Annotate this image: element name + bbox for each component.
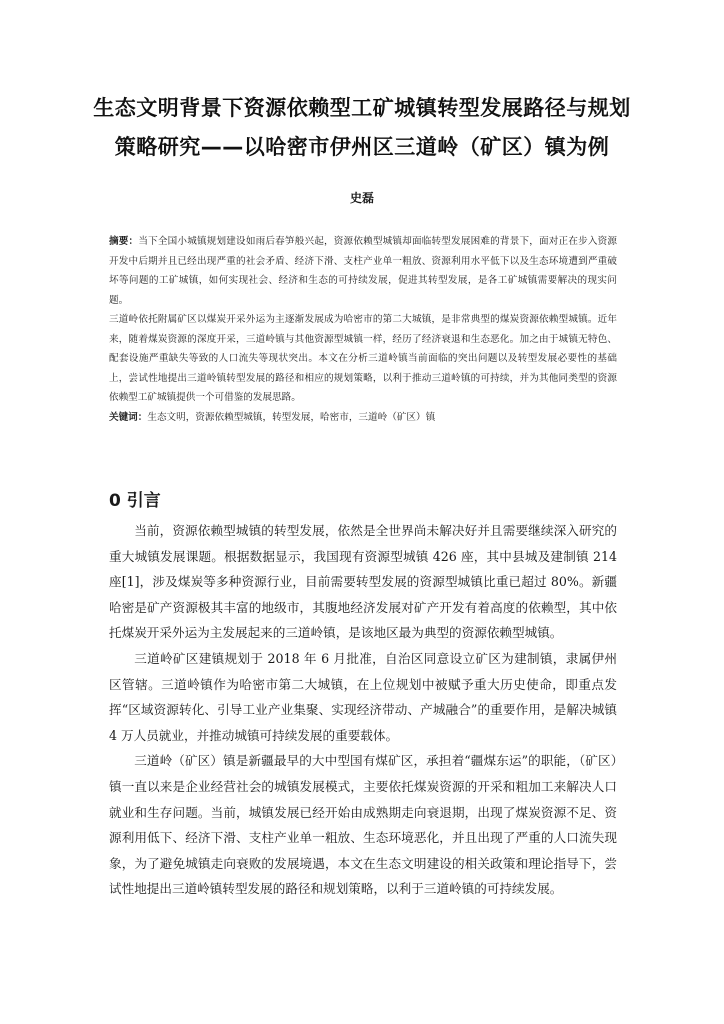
body-paragraph-2: 三道岭矿区建镇规划于 2018 年 6 月批准，自治区同意设立矿区为建制镇，隶属伊州区管辖。三道岭镇作为哈密市第二大城镇，在上位规划中被赋予重大历史使命，即重点发挥“区域资源转化、引导工业产业集聚、实现经济带动、产城融合”的重要作用，是解决城镇 4 万人员就业，并推动城镇可持续发展的重要载体。 [109, 650, 617, 743]
abstract-paragraph-2: 三道岭依托附属矿区以煤炭开采外运为主逐渐发展成为哈密市的第二大城镇，是非常典型的煤炭资源依赖型城镇。近年来，随着煤炭资源的深度开采，三道岭镇与其他资源型城镇一样，经历了经济衰退和生态恶化。加之由于城镇无特色、配套设施严重缺失等致的人口流失等现状突出。本文在分析三道岭镇当前面临的突出问题以及转型发展必要性的基础上，尝试性地提出三道岭镇转型发展的路径和相应的规划策略，以利于推动三道岭镇的可持续，并为其他同类型的资源依赖型工矿城镇提供一个可借鉴的发展思路。 [109, 314, 617, 403]
body-paragraph-1: 当前，资源依赖型城镇的转型发展，依然是全世界尚未解决好并且需要继续深入研究的重大城镇发展课题。根据数据显示，我国现有资源型城镇 426 座，其中县城及建制镇 214 座[1]，涉及煤炭等多种资源行业，目前需要转型发展的资源型城镇比重已超过 80%。新疆哈密是矿产资源极其丰富的地级市，其腹地经济发展对矿产开发有着高度的依赖型，其中依托煤炭开采外运为主发展起来的三道岭镇，是该地区最为典型的资源依赖型城镇。 [109, 523, 617, 641]
section-heading-introduction: 0 引言 [109, 491, 161, 511]
abstract-label: 摘要： [109, 236, 139, 247]
body-text [109, 518, 617, 902]
keywords-line [109, 408, 617, 428]
paper-title-line-1: 生态文明背景下资源依赖型工矿城镇转型发展路径与规划 [93, 96, 631, 120]
keywords-label: 关键词： [109, 411, 148, 423]
abstract-paragraph-1 [109, 232, 617, 310]
paper-title-line-2: 策略研究——以哈密市伊州区三道岭（矿区）镇为例 [114, 135, 610, 159]
abstract-text-1: 当下全国小城镇规划建设如雨后春笋般兴起，资源依赖型城镇却面临转型发展困难的背景下，面对正在步入资源开发中后期并且已经出现严重的社会矛盾、经济下滑、支柱产业单一粗放、资源利用水平低下以及生态环境遭到严重破坏等问题的工矿城镇，如何实现社会、经济和生态的可持续发展，促进其转型发展，是各工矿城镇需要解决的现实问题。 [109, 236, 618, 306]
author-name: 史磊 [349, 191, 374, 205]
abstract-block [109, 232, 617, 427]
keywords-text: 生态文明，资源依赖型城镇，转型发展，哈密市，三道岭（矿区）镇 [147, 411, 436, 423]
body-paragraph-3: 三道岭（矿区）镇是新疆最早的大中型国有煤矿区，承担着“疆煤东运”的职能，（矿区）镇一直以来是企业经营社会的城镇发展模式，主要依托煤炭资源的开采和粗加工来解决人口就业和生存问题。当前，城镇发展已经开始由成熟期走向衰退期，出现了煤炭资源不足、资源利用低下、经济下滑、支柱产业单一粗放、生态环境恶化，并且出现了严重的人口流失现象，为了避免城镇走向衰败的发展境遇，本文在生态文明建设的相关政策和理论指导下，尝试性地提出三道岭镇转型发展的路径和规划策略，以利于三道岭镇的可持续发展。 [109, 753, 617, 897]
